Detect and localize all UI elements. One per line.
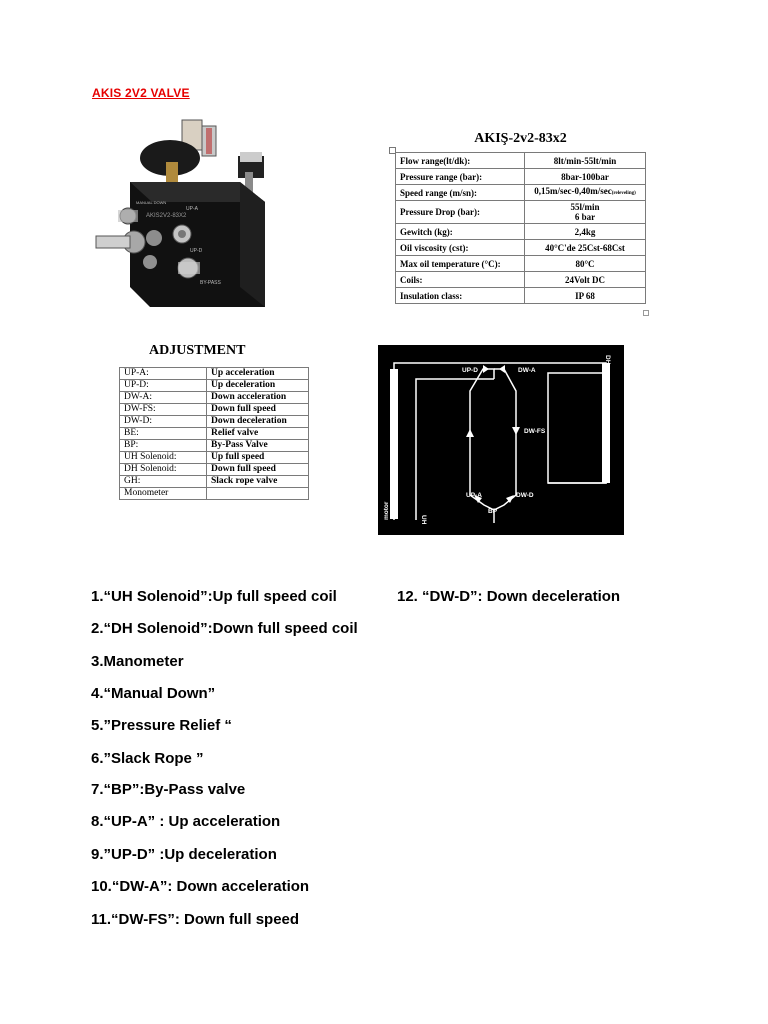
photo-label-bypass: BY-PASS (200, 280, 221, 286)
adjustment-value: Down deceleration (207, 416, 309, 428)
table-row (396, 201, 646, 224)
table-row (120, 488, 309, 500)
adjustment-value: Down acceleration (207, 392, 309, 404)
list-item: 3.Manometer (91, 653, 184, 670)
table-row (120, 392, 309, 404)
table-row (120, 380, 309, 392)
diagram-label-dw-a: DW-A (518, 367, 536, 374)
list-item: 12. “DW-D”: Down deceleration (397, 588, 621, 605)
list-item: 2.“DH Solenoid”:Down full speed coil (91, 620, 358, 637)
spec-value: 40°C'de 25Cst-68Cst (525, 240, 646, 256)
spec-label: Pressure Drop (bar): (396, 201, 525, 224)
page-title: AKIS 2V2 VALVE (92, 86, 190, 100)
table-resize-handle-icon (643, 310, 649, 316)
spec-label: Pressure range (bar): (396, 169, 525, 185)
photo-body-text: AKIS2V2-83X2 (146, 213, 187, 219)
diagram-label-bp: BP (488, 508, 498, 515)
adjustment-value: By-Pass Valve (207, 440, 309, 452)
spec-value: 55l/min (570, 202, 600, 212)
adjustment-value: Down full speed (207, 464, 309, 476)
list-item: 8.“UP-A” : Up acceleration (91, 813, 281, 830)
list-item: 1.“UH Solenoid”:Up full speed coil (91, 588, 337, 605)
adjustment-value: Relief valve (207, 428, 309, 440)
adjustment-value: Slack rope valve (207, 476, 309, 488)
table-row (120, 464, 309, 476)
adjustment-key: UP-A: (120, 368, 207, 380)
list-item: 5.”Pressure Relief “ (91, 717, 232, 734)
table-row (396, 272, 646, 288)
diagram-label-dh: DH (604, 355, 611, 365)
table-row (120, 452, 309, 464)
spec-value: 8bar-100bar (525, 169, 646, 185)
adjustment-key: DW-D: (120, 416, 207, 428)
spec-value-2: 6 bar (574, 212, 596, 222)
photo-label-up-d: UP-D (190, 248, 203, 254)
adjustment-title: ADJUSTMENT (149, 343, 246, 358)
spec-label: Oil viscosity (cst): (396, 240, 525, 256)
table-row (396, 240, 646, 256)
adjustment-value: Up full speed (207, 452, 309, 464)
adjustment-value: Up deceleration (207, 380, 309, 392)
spec-label: Insulation class: (396, 288, 525, 304)
table-row (396, 256, 646, 272)
circuit-diagram (378, 345, 624, 535)
list-item: 11.“DW-FS”: Down full speed (91, 911, 300, 928)
list-item: 7.“BP”:By-Pass valve (91, 781, 246, 798)
adjustment-key: BE: (120, 428, 207, 440)
table-row (120, 440, 309, 452)
diagram-label-uh: UH (420, 515, 427, 525)
table-row (120, 416, 309, 428)
table-row (396, 169, 646, 185)
diagram-label-up-a: UP-A (466, 492, 482, 499)
adjustment-key: Monometer (120, 488, 207, 500)
spec-label: Flow range(lt/dk): (396, 153, 525, 169)
table-row (120, 368, 309, 380)
diagram-label-dw-d: DW-D (516, 492, 534, 499)
table-row (396, 288, 646, 304)
adjustment-key: BP: (120, 440, 207, 452)
list-item: 4.“Manual Down” (91, 685, 216, 702)
adjustment-key: DH Solenoid: (120, 464, 207, 476)
spec-value: 8lt/min-55lt/min (525, 153, 646, 169)
adjustment-key: GH: (120, 476, 207, 488)
valve-photo (90, 112, 290, 312)
table-row (120, 404, 309, 416)
spec-value: IP 68 (525, 288, 646, 304)
adjustment-value (207, 488, 309, 500)
adjustment-key: DW-A: (120, 392, 207, 404)
diagram-label-dw-fs: DW-FS (524, 428, 546, 435)
table-row (396, 153, 646, 169)
spec-value: 80°C (525, 256, 646, 272)
table-row (120, 476, 309, 488)
diagram-label-up-d: UP-D (462, 367, 478, 374)
spec-label: Speed range (m/sn): (396, 185, 525, 201)
spec-label: Coils: (396, 272, 525, 288)
spec-table (395, 152, 646, 304)
spec-value: 2,4kg (525, 224, 646, 240)
adjustment-key: UH Solenoid: (120, 452, 207, 464)
spec-value-cell (525, 201, 646, 224)
list-item: 10.“DW-A”: Down acceleration (91, 878, 310, 895)
list-item: 9.”UP-D” :Up deceleration (91, 846, 277, 863)
spec-note: (releveling) (611, 191, 636, 196)
list-item: 6.”Slack Rope ” (91, 750, 204, 767)
adjustment-value: Down full speed (207, 404, 309, 416)
spec-value: 0,15m/sec-0,40m/sec (534, 186, 612, 196)
table-row (396, 185, 646, 201)
spec-value-cell (525, 185, 646, 201)
spec-title: AKIŞ-2v2-83x2 (474, 131, 567, 146)
table-row (120, 428, 309, 440)
adjustment-key: UP-D: (120, 380, 207, 392)
adjustment-table (119, 367, 309, 500)
table-row (396, 224, 646, 240)
spec-label: Gewitch (kg): (396, 224, 525, 240)
adjustment-key: DW-FS: (120, 404, 207, 416)
photo-label-up-a: UP-A (186, 206, 198, 212)
photo-label-manual-down: MANUAL DOWN (136, 200, 167, 205)
spec-label: Max oil temperature (°C): (396, 256, 525, 272)
diagram-label-motor: motor (383, 501, 390, 520)
spec-value: 24Volt DC (525, 272, 646, 288)
adjustment-value: Up acceleration (207, 368, 309, 380)
